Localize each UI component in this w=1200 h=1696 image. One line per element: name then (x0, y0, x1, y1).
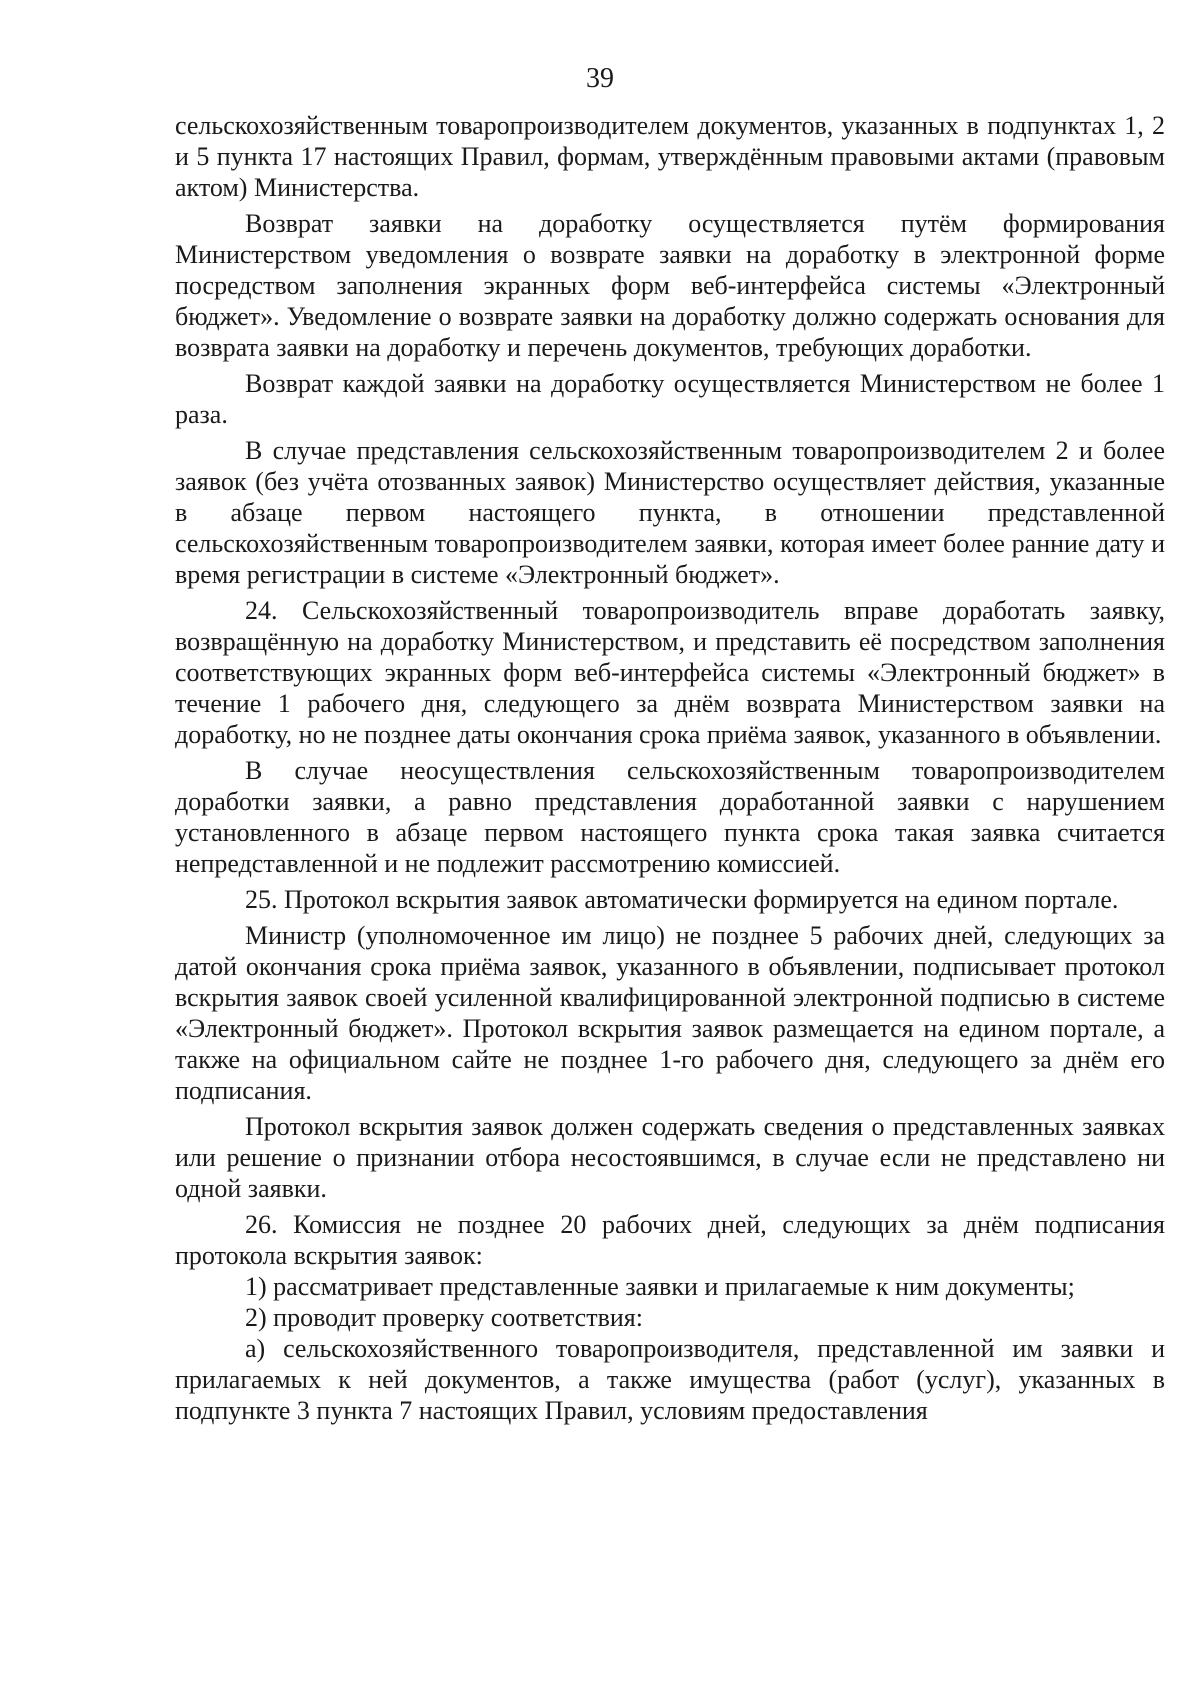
paragraph-multiple-applications: В случае представления сельскохозяйственным товаропроизводителем 2 и более заявок (без учёта отозванных заявок) Министерство осуществляет действия, указанные в абзаце первом настоящего пункта, в отношении представленной сельскохозяйственным товаропроизводителем заявки, которая имеет более ранние дату и время регистрации в системе «Электронный бюджет». (175, 436, 1165, 589)
paragraph-item-26: 26. Комиссия не позднее 20 рабочих дней, следующих за днём подписания протокола вскрытия заявок: (175, 1210, 1165, 1270)
paragraph-item-25: 25. Протокол вскрытия заявок автоматически формируется на едином портале. (245, 885, 1119, 914)
paragraph-non-revision: В случае неосуществления сельскохозяйственным товаропроизводителем доработки заявки, а равно представления доработанной заявки с нарушением установленного в абзаце первом настоящего пункта срока такая заявка считается непредставленной и не подлежит рассмотрению комиссией. (175, 756, 1165, 878)
paragraph-return-limit: Возврат каждой заявки на доработку осуществляется Министерством не более 1 раза. (175, 369, 1165, 429)
paragraph-minister-signing: Министр (уполномоченное им лицо) не позднее 5 рабочих дней, следующих за датой окончания срока приёма заявок, указанного в объявлении, подписывает протокол вскрытия заявок своей усиленной квалифицированной электронной подписью в системе «Электронный бюджет». Протокол вскрытия заявок размещается на едином портале, а также на официальном сайте не позднее 1-го рабочего дня, следующего за днём его подписания. (175, 921, 1165, 1105)
paragraph-return-procedure: Возврат заявки на доработку осуществляется путём формирования Министерством уведомления о возврате заявки на доработку в электронной форме посредством заполнения экранных форм веб-интерфейса системы «Электронный бюджет». Уведомление о возврате заявки на доработку должно содержать основания для возврата заявки на доработку и перечень документов, требующих доработки. (175, 209, 1165, 362)
paragraph-item-24: 24. Сельскохозяйственный товаропроизводитель вправе доработать заявку, возвращённую на доработку Министерством, и представить её посредством заполнения соответствующих экранных форм веб-интерфейса системы «Электронный бюджет» в течение 1 рабочего дня, следующего за днём возврата Министерством заявки на доработку, но не позднее даты окончания срока приёма заявок, указанного в объявлении. (175, 596, 1165, 749)
page-number: 39 (586, 63, 614, 94)
list-item-2: 2) проводит проверку соответствия: (245, 1303, 643, 1332)
paragraph-continuation: сельскохозяйственным товаропроизводителем документов, указанных в подпунктах 1, 2 и 5 пункта 17 настоящих Правил, формам, утверждённым правовыми актами (правовым актом) Министерства. (175, 111, 1165, 202)
paragraph-protocol-contents: Протокол вскрытия заявок должен содержать сведения о представленных заявках или решение о признании отбора несостоявшимся, в случае если не представлено ни одной заявки. (175, 1112, 1165, 1203)
document-body (175, 110, 1165, 1426)
list-item-2a: а) сельскохозяйственного товаропроизводителя, представленной им заявки и прилагаемых к ней документов, а также имущества (работ (услуг), указанных в подпункте 3 пункта 7 настоящих Правил, условиям предоставления (175, 1334, 1165, 1425)
list-item-1: 1) рассматривает представленные заявки и прилагаемые к ним документы; (245, 1272, 1075, 1301)
